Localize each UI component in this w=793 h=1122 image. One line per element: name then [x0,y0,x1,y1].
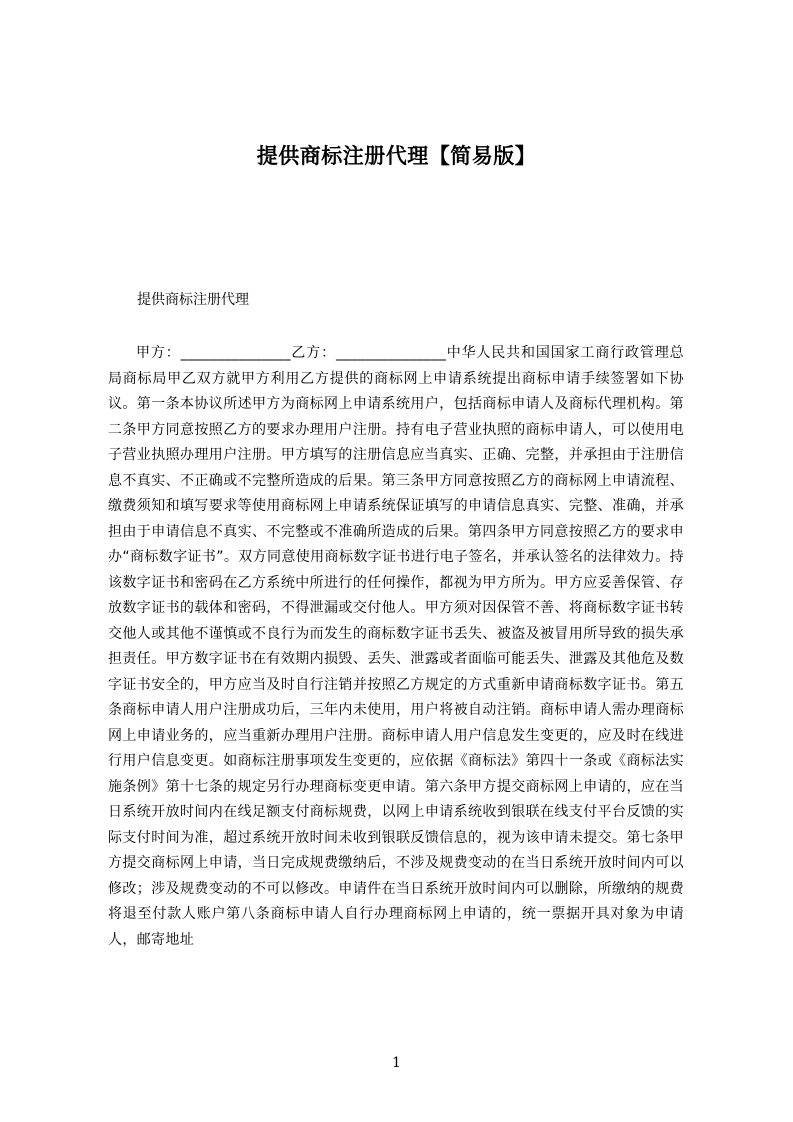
document-body: 甲方：_______________乙方：_______________中华人民共和国国家工商行政管理总局商标局甲乙双方就甲方利用乙方提供的商标网上申请系统提出商标申请手续签署如下协议。第一条本协议所述甲方为商标网上申请系统用户，包括商标申请人及商标代理机构。第二条甲方同意按照乙方的要求办理用户注册。持有电子营业执照的商标申请人，可以使用电子营业执照办理用户注册。甲方填写的注册信息应当真实、正确、完整，并承担由于注册信息不真实、不正确或不完整所造成的后果。第三条甲方同意按照乙方的商标网上申请流程、缴费须知和填写要求等使用商标网上申请系统保证填写的申请信息真实、完整、准确，并承担由于申请信息不真实、不完整或不准确所造成的后果。第四条甲方同意按照乙方的要求申办“商标数字证书”。双方同意使用商标数字证书进行电子签名，并承认签名的法律效力。持该数字证书和密码在乙方系统中所进行的任何操作，都视为甲方所为。甲方应妥善保管、存放数字证书的载体和密码，不得泄漏或交付他人。甲方须对因保管不善、将商标数字证书转交他人或其他不谨慎或不良行为而发生的商标数字证书丢失、被盗及被冒用所导致的损失承担责任。甲方数字证书在有效期内损毁、丢失、泄露或者面临可能丢失、泄露及其他危及数字证书安全的，甲方应当及时自行注销并按照乙方规定的方式重新申请商标数字证书。第五条商标申请人用户注册成功后，三年内未使用，用户将被自动注销。商标申请人需办理商标网上申请业务的，应当重新办理用户注册。商标申请人用户信息发生变更的，应及时在线进行用户信息变更。如商标注册事项发生变更的，应依据《商标法》第四十一条或《商标法实施条例》第十七条的规定另行办理商标变更申请。第六条甲方提交商标网上申请的，应在当日系统开放时间内在线足额支付商标规费，以网上申请系统收到银联在线支付平台反馈的实际支付时间为准，超过系统开放时间未收到银联反馈信息的，视为该申请未提交。第七条甲方提交商标网上申请，当日完成规费缴纳后，不涉及规费变动的在当日系统开放时间内可以修改；涉及规费变动的不可以修改。申请件在当日系统开放时间内可以删除，所缴纳的规费将退至付款人账户第八条商标申请人自行办理商标网上申请的，统一票据开具对象为申请人，邮寄地址 [108,345,684,948]
page-number: 1 [392,1055,401,1071]
document-title: 提供商标注册代理【简易版】 [256,144,537,168]
document-subtitle: 提供商标注册代理 [137,292,249,308]
